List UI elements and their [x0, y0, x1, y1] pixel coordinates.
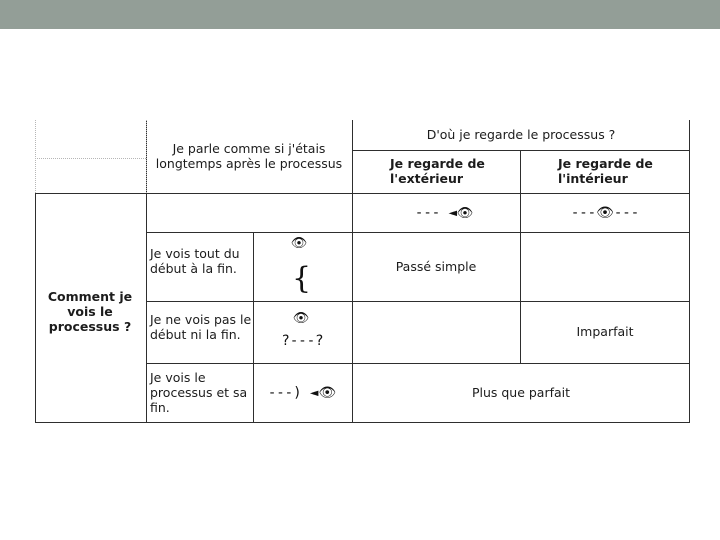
dotted-mid [35, 158, 146, 159]
row1-description [146, 245, 253, 277]
line-h-2 [146, 232, 689, 233]
line-v-2 [253, 232, 254, 423]
header-from-inside [524, 154, 686, 188]
row2-description [146, 311, 253, 343]
eye-icon [454, 203, 476, 223]
dotted-inner [146, 120, 147, 193]
row1-tense [356, 257, 516, 275]
inside-eye-symbol [565, 203, 645, 223]
outside-eye-glyph: 👁 [456, 205, 474, 221]
header-where-i-look-text: D'où je regarde le processus ? [426, 126, 616, 142]
header-where-i-look [356, 123, 686, 145]
line-h-1b [35, 193, 146, 194]
row2-symbol-text: ?---? [281, 333, 324, 349]
row3-tense-text: Plus que parfait [471, 384, 571, 400]
row2-symbol [275, 331, 330, 351]
line-v-right [689, 120, 690, 423]
header-from-outside-text: Je regarde de l'extérieur [390, 156, 485, 186]
outside-arrow-text: --- ◄ [414, 205, 458, 221]
row-header-how-i-see [40, 285, 140, 337]
line-h-1 [146, 193, 689, 194]
row1-eye-glyph: 👁 [290, 235, 308, 251]
eye-icon [290, 310, 312, 326]
slide-top-bar [0, 0, 720, 29]
dotted-left [35, 120, 36, 193]
row2-eye-glyph: 👁 [292, 310, 310, 326]
row3-description [146, 368, 253, 416]
brace-icon [292, 261, 312, 296]
row1-tense-text: Passé simple [395, 258, 477, 274]
line-v-4 [520, 150, 521, 364]
row3-tense [356, 383, 686, 401]
header-speaking-as-if [150, 132, 348, 180]
row2-description-text: Je ne vois pas le début ni la fin. [150, 312, 252, 342]
row2-tense [524, 322, 686, 340]
line-v-3 [352, 120, 353, 423]
row1-brace-glyph: { [292, 261, 312, 296]
row3-symbol-text: ---) ◄👁 [267, 385, 337, 401]
line-h-bottom [35, 422, 689, 423]
line-h-4 [146, 363, 689, 364]
line-h-3 [146, 301, 689, 302]
row2-tense-text: Imparfait [576, 323, 634, 339]
row3-description-text: Je vois le processus et sa fin. [150, 369, 248, 415]
row1-description-text: Je vois tout du début à la fin. [150, 246, 240, 276]
row3-symbol [262, 383, 342, 403]
header-from-inside-text: Je regarde de l'intérieur [558, 156, 653, 186]
row-header-how-i-see-text: Comment je vois le processus ? [47, 288, 133, 334]
inside-eye-text: ---👁--- [570, 205, 640, 221]
line-v-left [35, 193, 36, 423]
header-from-outside [360, 154, 516, 188]
header-speaking-as-if-text: Je parle comme si j'étais longtemps après le processus [155, 141, 343, 171]
eye-icon [288, 235, 310, 251]
